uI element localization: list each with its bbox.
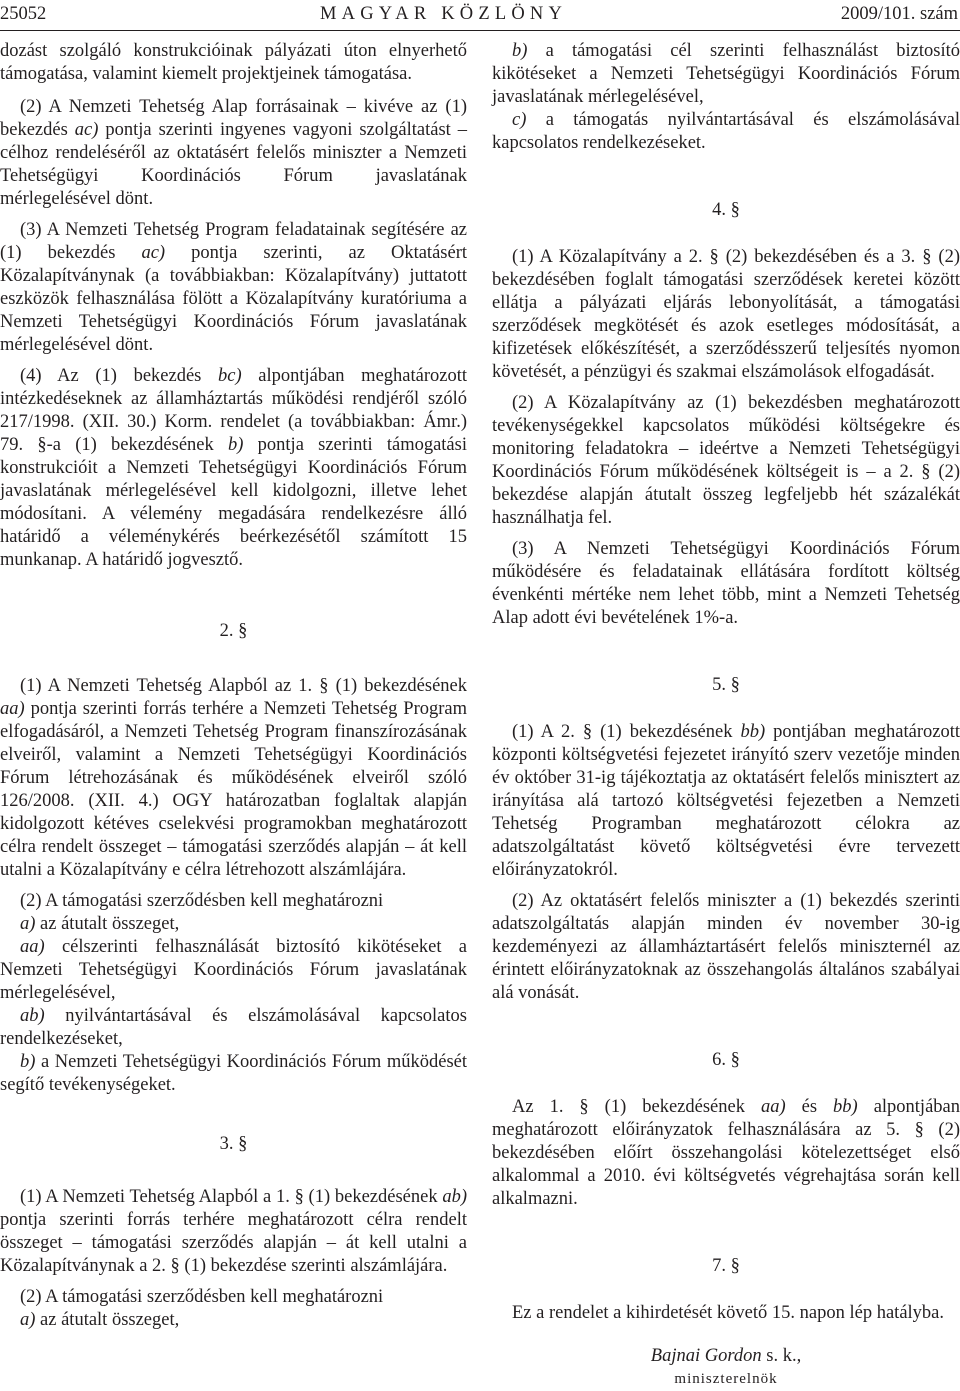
section-heading-6: 6. § (712, 1050, 740, 1070)
paragraph: dozást szolgáló konstrukcióinak pályázati úton elnyerhető támogatása, valamint kiemelt projektjeinek támogatása. (0, 41, 467, 84)
section-heading-2: 2. § (219, 621, 248, 641)
paragraph: (1) A Nemzeti Tehetség Alapból a 1. § (1) bekezdésének ab) pontja szerinti forrás terhére meghatározott célra rendelt összeget – támogatási szerződés alapján – át kell utalni a Közalapítványnak a 2. § (1) bekezdése szerinti alszámlájára. (0, 1187, 467, 1276)
header-rule (0, 30, 960, 31)
list-item: b) a Nemzeti Tehetségügyi Koordinációs Fórum működését segítő tevékenységeket. (0, 1052, 467, 1095)
page-header (0, 0, 960, 34)
list-item: ab) nyilvántartásával és elszámolásával kapcsolatos rendelkezéseket, (0, 1006, 467, 1049)
paragraph: Ez a rendelet a kihirdetését követő 15. napon lép hatályba. (512, 1303, 945, 1323)
list-item: a) az átutalt összeget, (20, 914, 180, 934)
paragraph: (2) A Közalapítvány az (1) bekezdésben meghatározott tevékenységekkel kapcsolatos működési költségekre és monitoring feladatokra – ideértve a Nemzeti Tehetségügyi Koordinációs Fórum működésének költségeit is – a 2. § (2) bekezdése alapján átutalt összeg legfeljebb hét százalékát használhatja fel. (492, 393, 960, 528)
paragraph: (2) A Nemzeti Tehetség Alap forrásainak – kivéve az (1) bekezdés ac) pontja szerinti ingyenes vagyoni szolgáltatást – célhoz rendeléséről az oktatásért felelős miniszter a Nemzeti Tehetségügyi Koordinációs Fórum javaslatának mérlegelésével dönt. (0, 97, 468, 209)
signatory-name: Bajnai Gordon (650, 1346, 762, 1366)
paragraph: (1) A 2. § (1) bekezdésének bb) pontjában meghatározott központi költségvetési fejezetet irányító szerv vezetője minden év október 31-ig tájékoztatja az oktatásért felelős minisztert az irányítása alá tartozó költségvetési fejezetben a Nemzeti Tehetség Programban meghatározott célokra az adatszolgáltatást követő költségvetési évre tervezett előirányzatokról. (492, 722, 960, 880)
issue-number: 2009/101. szám (840, 4, 958, 24)
signatory-title: miniszterelnök (674, 1371, 778, 1387)
paragraph: (2) Az oktatásért felelős miniszter a (1) bekezdés szerinti adatszolgáltatás alapján minden év november 30-ig kezdeményezi az államháztartásért felelős miniszternél az érintett előirányzatoknak az összehangolás általános szabályai alá vonását. (492, 891, 960, 1003)
list-item: aa) célszerinti felhasználását biztosító kikötéseket a Nemzeti Tehetségügyi Koordinációs Fórum javaslatának mérlegelésével, (0, 937, 467, 1003)
list-item: a) az átutalt összeget, (20, 1310, 180, 1330)
paragraph: (4) Az (1) bekezdés bc) alpontjában meghatározott intézkedéseknek az államháztartás működési rendjéről szóló 217/1998. (XII. 30.) Korm. rendelet (a továbbiakban: Ámr.) 79. §-a (1) bekezdésének b) pontja szerinti támogatási konstrukcióit a Nemzeti Tehetségügyi Koordinációs Fórum javaslatának mérlegelésével kell kidolgozni, illetve lehet módosítani. A vélemény megadására rendelkezésre álló határidő a véleménykérés beérkezésétől számított 15 munkanap. A határidő jogvesztő. (0, 366, 467, 570)
paragraph: (2) A támogatási szerződésben kell meghatározni (20, 891, 384, 911)
section-heading-5: 5. § (712, 675, 740, 695)
list-item: b) a támogatási cél szerinti felhasználást biztosító kikötéseket a Nemzeti Tehetségügyi Koordinációs Fórum javaslatának mérlegelésével, (492, 41, 960, 107)
left-column (0, 40, 467, 1332)
paragraph: (1) A Közalapítvány a 2. § (2) bekezdésében és a 3. § (2) bekezdésében foglalt támogatási szerződések keretei között ellátja a pályázati eljárás lebonyolítását, a támogatási szerződések megkötését és azok esetleges módosítását, a kifizetések előkészítését, a szerződésszerű teljesítés nyomon követését, a pénzügyi és szakmai elszámolások elfogadását. (492, 247, 960, 382)
signature: Bajnai Gordon s. k., (650, 1346, 802, 1366)
page-number: 25052 (0, 4, 47, 24)
paragraph: (1) A Nemzeti Tehetség Alapból az 1. § (1) bekezdésének aa) pontja szerinti forrás terhére a Nemzeti Tehetség Program elfogadásáról, a Nemzeti Tehetség Program finanszírozásának elveiről, valamint a Nemzeti Tehetségügyi Koordinációs Fórum létrehozásának és működésének elveiről szóló 126/2008. (XII. 4.) OGY határozatban foglaltak alapján kidolgozott kétéves cselekvési programokban meghatározott célra rendelt összeget – támogatási szerződés alapján – át kell utalni a Közalapítvány e célra létrehozott alszámlájára. (0, 676, 467, 880)
paragraph: Az 1. § (1) bekezdésének aa) és bb) alpontjában meghatározott előirányzatok felhasználására az 5. § (2) bekezdésében előírt összehangolási kötelezettséget első alkalommal a 2010. évi költségvetés végrehajtása során kell alkalmazni. (492, 1097, 960, 1209)
section-heading-4: 4. § (712, 200, 740, 220)
section-heading-7: 7. § (712, 1256, 740, 1276)
section-heading-3: 3. § (219, 1134, 248, 1154)
right-column (492, 40, 960, 1391)
list-item: c) a támogatás nyilvántartásával és elszámolásával kapcsolatos rendelkezéseket. (492, 110, 960, 153)
paragraph: (3) A Nemzeti Tehetség Program feladatainak segítésére az (1) bekezdés ac) pontja szerinti, az Oktatásért Közalapítványnak (a továbbiakban: Közalapítvány) juttatott eszközök felhasználása fölött a Közalapítvány kuratóriuma a Nemzeti Tehetségügyi Koordinációs Fórum javaslatának mérlegelésével dönt. (0, 220, 467, 355)
paragraph: (2) A támogatási szerződésben kell meghatározni (20, 1287, 384, 1307)
paragraph: (3) A Nemzeti Tehetségügyi Koordinációs Fórum működésére és feladatainak ellátására fordított költség évenkénti mértéke nem lehet több, mint a Nemzeti Tehetség Alap adott évi bevételének 1%-a. (492, 539, 960, 628)
journal-title: MAGYAR KÖZLÖNY (320, 4, 568, 24)
